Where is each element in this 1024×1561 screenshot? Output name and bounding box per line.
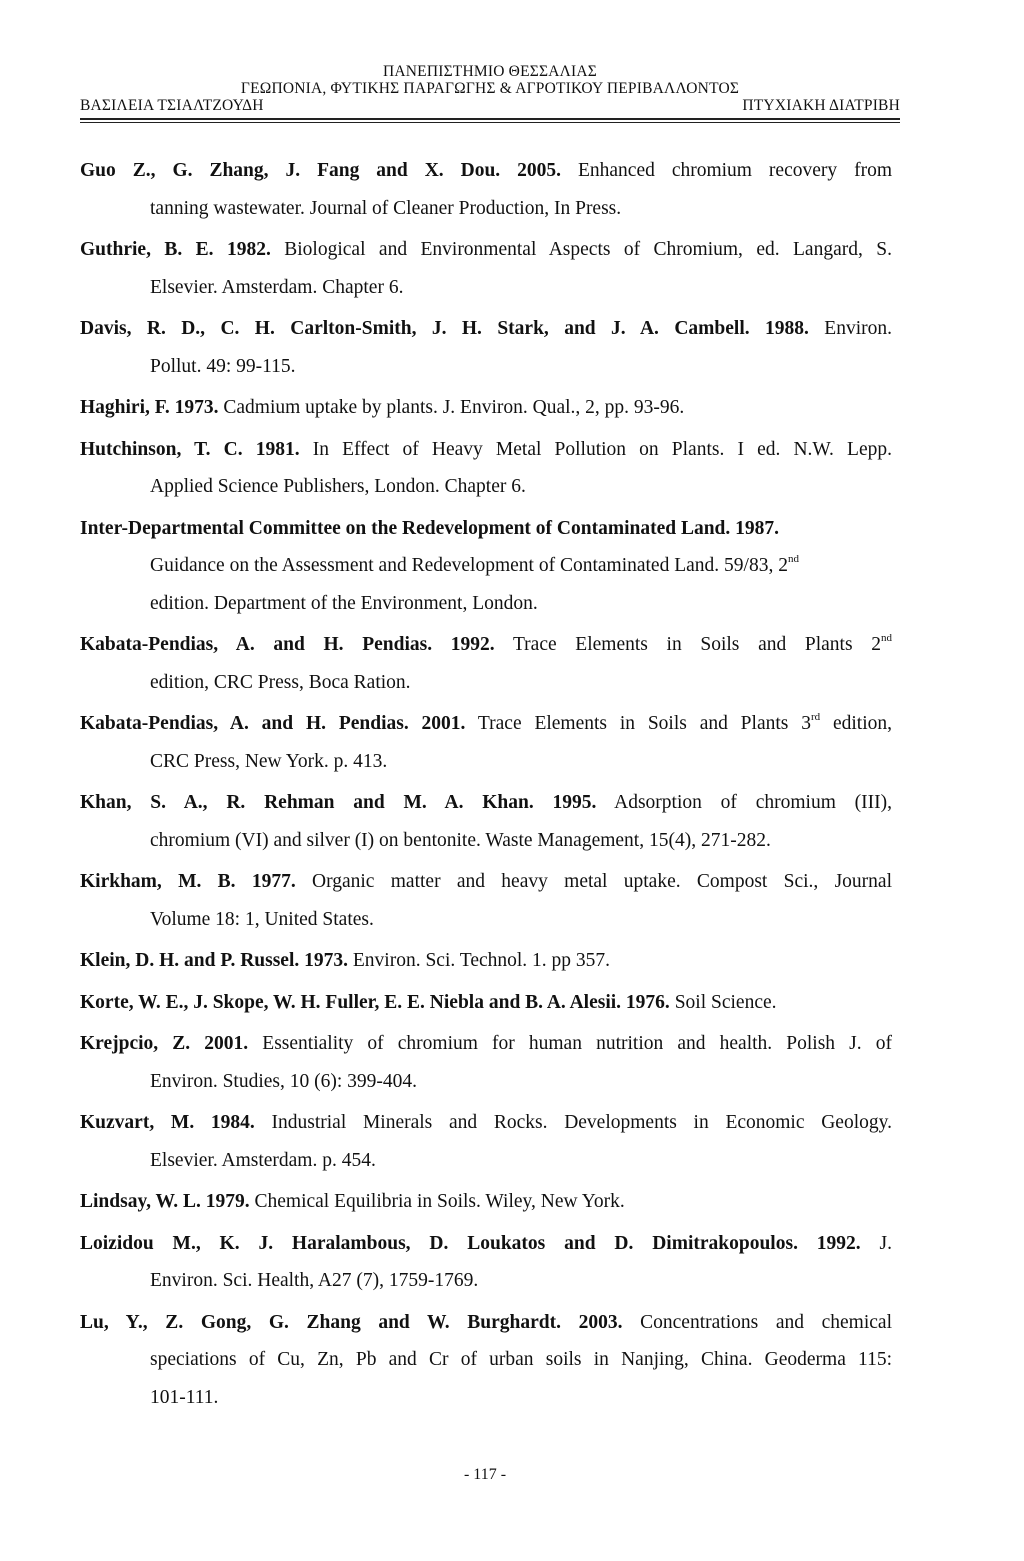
reference-lu-2003: [80, 1304, 892, 1417]
reference-text: Trace Elements in Soils and Plants 2: [494, 634, 881, 655]
reference-continuation: tanning wastewater. Journal of Cleaner Production, In Press.: [150, 197, 622, 219]
reference-continuation: Environ. Sci. Health, A27 (7), 1759-1769.: [150, 1270, 479, 1291]
reference-kirkham-1977: [80, 863, 892, 938]
reference-authors: Kuzvart, M. 1984.: [80, 1112, 255, 1133]
reference-authors: Davis, R. D., C. H. Carlton-Smith, J. H. Stark, and J. A. Cambell. 1988.: [80, 318, 809, 339]
reference-text: In Effect of Heavy Metal Pollution on Plants. I ed. N.W. Lepp.: [299, 438, 892, 460]
reference-text: Environ. Sci. Technol. 1. pp 357.: [348, 950, 611, 971]
reference-line: [80, 942, 892, 980]
reference-lindsay-1979: [80, 1183, 892, 1221]
reference-continuation: CRC Press, New York. p. 413.: [150, 750, 388, 772]
reference-line: [80, 1025, 892, 1063]
reference-text: Enhanced chromium recovery from: [561, 160, 893, 181]
reference-text: Chemical Equilibria in Soils. Wiley, New York.: [249, 1191, 625, 1212]
reference-line: [80, 310, 892, 348]
reference-line: [80, 784, 892, 822]
reference-authors: Haghiri, F. 1973.: [80, 397, 219, 418]
reference-krejpcio-2001: [80, 1025, 892, 1100]
header-meta-row: [80, 97, 900, 115]
header-department: ΓΕΩΠΟΝΙΑ, ΦΥΤΙΚΗΣ ΠΑΡΑΓΩΓΗΣ & ΑΓΡΟΤΙΚΟΥ ΠΕΡΙΒΑΛΛΟΝΤΟΣ: [240, 80, 740, 97]
reference-text: Soil Science.: [669, 991, 777, 1013]
reference-line: [80, 431, 892, 469]
reference-continuation: Environ. Studies, 10 (6): 399-404.: [150, 1070, 418, 1092]
reference-continuation: Volume 18: 1, United States.: [150, 908, 374, 930]
reference-authors: Loizidou M., K. J. Haralambous, D. Loukatos and D. Dimitrakopoulos. 1992.: [80, 1232, 861, 1254]
reference-text: Cadmium uptake by plants. J. Environ. Qual., 2, pp. 93-96.: [218, 397, 685, 418]
reference-authors: Guthrie, B. E. 1982.: [80, 239, 271, 260]
reference-continuation: edition. Department of the Environment, London.: [150, 592, 538, 614]
reference-text: Environ.: [808, 318, 893, 339]
reference-line: [80, 626, 892, 664]
reference-text: edition,: [820, 713, 892, 734]
reference-continuation: Elsevier. Amsterdam. Chapter 6.: [150, 276, 404, 298]
reference-klein-1973: [80, 942, 892, 980]
reference-continuation: Elsevier. Amsterdam. p. 454.: [150, 1149, 376, 1171]
reference-authors: Kabata-Pendias, A. and H. Pendias. 2001.: [80, 713, 466, 734]
page-number: - 117 -: [463, 1466, 507, 1483]
reference-authors: Klein, D. H. and P. Russel. 1973.: [80, 950, 348, 971]
header-author: ΒΑΣΙΛΕΙΑ ΤΣΙΑΛΤΖΟΥΔΗ: [80, 97, 264, 114]
reference-kabata-pendias-2001: [80, 705, 892, 780]
reference-khan-1995: [80, 784, 892, 859]
reference-hutchinson-1981: [80, 431, 892, 506]
reference-continuation: chromium (VI) and silver (I) on bentonite. Waste Management, 15(4), 271-282.: [150, 829, 771, 851]
reference-text: Adsorption of chromium (III),: [596, 792, 892, 813]
reference-line: [80, 231, 892, 269]
reference-line: [80, 152, 892, 190]
reference-text: J.: [860, 1232, 892, 1254]
reference-line: [80, 1304, 892, 1342]
header-university: ΠΑΝΕΠΙΣΤΗΜΙΟ ΘΕΣΣΑΛΙΑΣ: [382, 63, 597, 80]
reference-continuation: Applied Science Publishers, London. Chapter 6.: [150, 476, 526, 497]
reference-continuation: [80, 547, 892, 585]
reference-authors: Guo Z., G. Zhang, J. Fang and X. Dou. 2005.: [80, 160, 562, 181]
reference-text: Trace Elements in Soils and Plants 3: [465, 713, 811, 734]
reference-authors: Krejpcio, Z. 2001.: [80, 1033, 249, 1054]
reference-line: [80, 1225, 892, 1263]
reference-continuation: edition, CRC Press, Boca Ration.: [150, 671, 411, 693]
reference-text: Concentrations and chemical: [622, 1311, 892, 1333]
reference-line: [80, 1104, 892, 1142]
reference-line: [80, 389, 892, 427]
reference-line: [80, 1183, 892, 1221]
header-rule: [80, 118, 900, 120]
reference-line: [80, 984, 892, 1022]
reference-kabata-pendias-1992: [80, 626, 892, 701]
header-rule-thin: [80, 122, 900, 123]
reference-line: [80, 705, 892, 743]
reference-authors: Korte, W. E., J. Skope, W. H. Fuller, E. E. Niebla and B. A. Alesii. 1976.: [80, 991, 670, 1013]
ordinal-superscript: nd: [787, 553, 799, 565]
reference-text: Guidance on the Assessment and Redevelopment of Contaminated Land. 59/83, 2: [150, 555, 788, 576]
reference-list: [80, 152, 892, 1420]
reference-authors: Kabata-Pendias, A. and H. Pendias. 1992.: [80, 634, 495, 655]
ordinal-superscript: nd: [881, 632, 892, 644]
reference-continuation: Pollut. 49: 99-115.: [150, 355, 296, 377]
reference-guthrie-1982: [80, 231, 892, 306]
reference-authors: Kirkham, M. B. 1977.: [80, 871, 296, 892]
reference-authors: Hutchinson, T. C. 1981.: [80, 438, 300, 460]
reference-haghiri-1973: [80, 389, 892, 427]
ordinal-superscript: rd: [810, 711, 821, 723]
reference-authors: Khan, S. A., R. Rehman and M. A. Khan. 1995.: [80, 792, 597, 813]
reference-line: [80, 510, 892, 548]
reference-continuation: 101-111.: [150, 1386, 219, 1408]
reference-inter-departmental-1987: [80, 510, 892, 623]
reference-text: Industrial Minerals and Rocks. Developments in Economic Geology.: [254, 1112, 892, 1133]
reference-text: Biological and Environmental Aspects of Chromium, ed. Langard, S.: [270, 239, 892, 260]
reference-text: Organic matter and heavy metal uptake. Compost Sci., Journal: [295, 871, 892, 892]
reference-loizidou-1992: [80, 1225, 892, 1300]
reference-text: Essentiality of chromium for human nutrition and health. Polish J. of: [248, 1033, 893, 1054]
reference-authors: Inter-Departmental Committee on the Redevelopment of Contaminated Land. 1987.: [80, 517, 780, 539]
reference-continuation: speciations of Cu, Zn, Pb and Cr of urban soils in Nanjing, China. Geoderma 115:: [150, 1349, 892, 1370]
reference-kuzvart-1984: [80, 1104, 892, 1179]
reference-line: [80, 863, 892, 901]
header-doc-type: ΠΤΥΧΙΑΚΗ ΔΙΑΤΡΙΒΗ: [742, 97, 900, 114]
reference-authors: Lindsay, W. L. 1979.: [80, 1191, 250, 1212]
reference-davis-1988: [80, 310, 892, 385]
reference-authors: Lu, Y., Z. Gong, G. Zhang and W. Burghardt. 2003.: [80, 1311, 623, 1333]
reference-korte-1976: [80, 984, 892, 1022]
reference-guo-2005: [80, 152, 892, 227]
